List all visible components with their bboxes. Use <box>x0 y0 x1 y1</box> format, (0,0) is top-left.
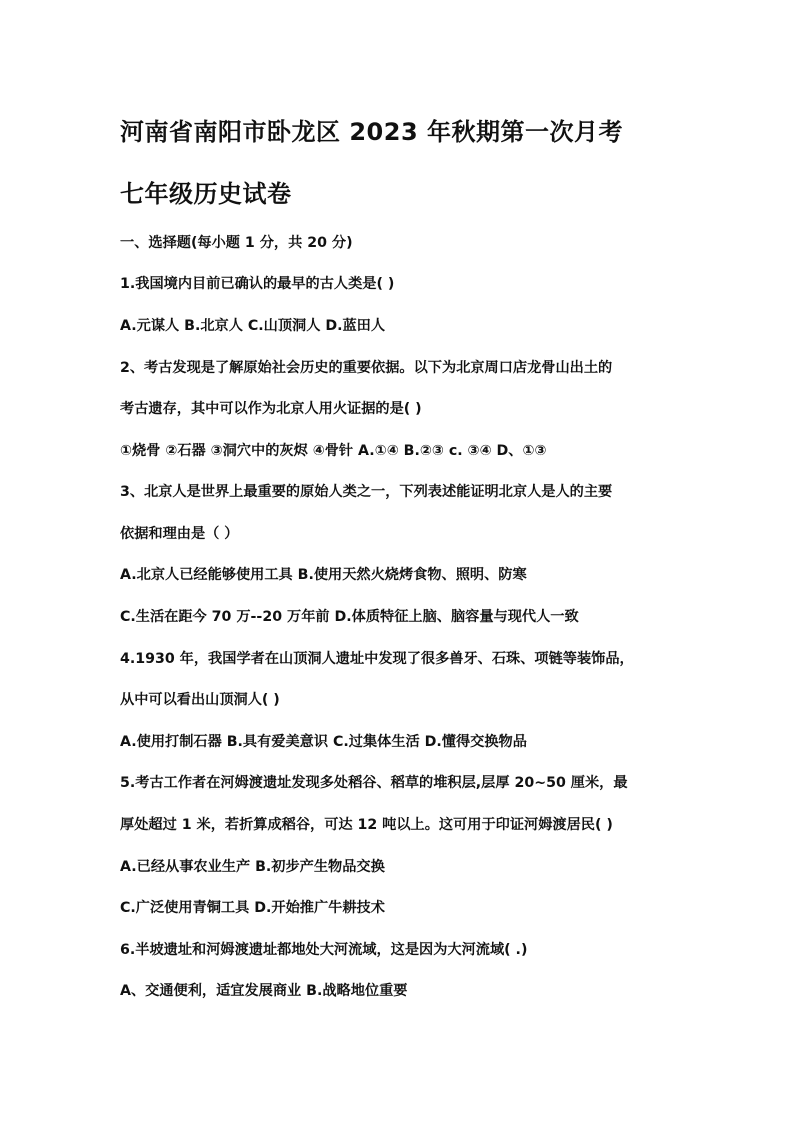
question-5-options-line-2: C.广泛使用青铜工具 D.开始推广牛耕技术 <box>120 900 385 916</box>
exam-title-line-1: 河南省南阳市卧龙区 2023 年秋期第一次月考 <box>120 118 624 146</box>
question-2-stem-line-1: 2、考古发现是了解原始社会历史的重要依据。以下为北京周口店龙骨山出土的 <box>120 360 613 376</box>
question-1-options: A.元谋人 B.北京人 C.山顶洞人 D.蓝田人 <box>120 318 386 334</box>
exam-title-line-2: 七年级历史试卷 <box>120 180 292 208</box>
question-3-stem-line-2: 依据和理由是（ ） <box>120 526 239 542</box>
section-heading: 一、选择题(每小题 1 分，共 20 分) <box>120 235 353 251</box>
question-4-stem-line-2: 从中可以看出山顶洞人( ) <box>120 692 280 708</box>
question-1-stem: 1.我国境内目前已确认的最早的古人类是( ) <box>120 276 395 292</box>
question-6-stem: 6.半坡遗址和河姆渡遗址都地处大河流域，这是因为大河流域( .) <box>120 942 528 958</box>
question-6-options-line-1: A、交通便利，适宜发展商业 B.战略地位重要 <box>120 983 408 999</box>
question-3-options-line-1: A.北京人已经能够使用工具 B.使用天然火烧烤食物、照明、防寒 <box>120 567 527 583</box>
question-4-stem-line-1: 4.1930 年，我国学者在山顶洞人遗址中发现了很多兽牙、石珠、项链等装饰品， <box>120 651 634 667</box>
question-3-options-line-2: C.生活在距今 70 万--20 万年前 D.体质特征上脑、脑容量与现代人一致 <box>120 609 579 625</box>
question-5-stem-line-2: 厚处超过 1 米，若折算成稻谷，可达 12 吨以上。这可用于印证河姆渡居民( ) <box>120 817 613 833</box>
question-4-options: A.使用打制石器 B.具有爱美意识 C.过集体生活 D.懂得交换物品 <box>120 734 527 750</box>
question-2-stem-line-2: 考古遗存，其中可以作为北京人用火证据的是( ) <box>120 401 422 417</box>
question-5-options-line-1: A.已经从事农业生产 B.初步产生物品交换 <box>120 859 385 875</box>
question-3-stem-line-1: 3、北京人是世界上最重要的原始人类之一，下列表述能证明北京人是人的主要 <box>120 484 613 500</box>
question-2-options: ①烧骨 ②石器 ③洞穴中的灰烬 ④骨针 A.①④ B.②③ c. ③④ D、①③ <box>120 443 547 459</box>
question-5-stem-line-1: 5.考古工作者在河姆渡遗址发现多处稻谷、稻草的堆积层,层厚 20~50 厘米，最 <box>120 775 628 791</box>
